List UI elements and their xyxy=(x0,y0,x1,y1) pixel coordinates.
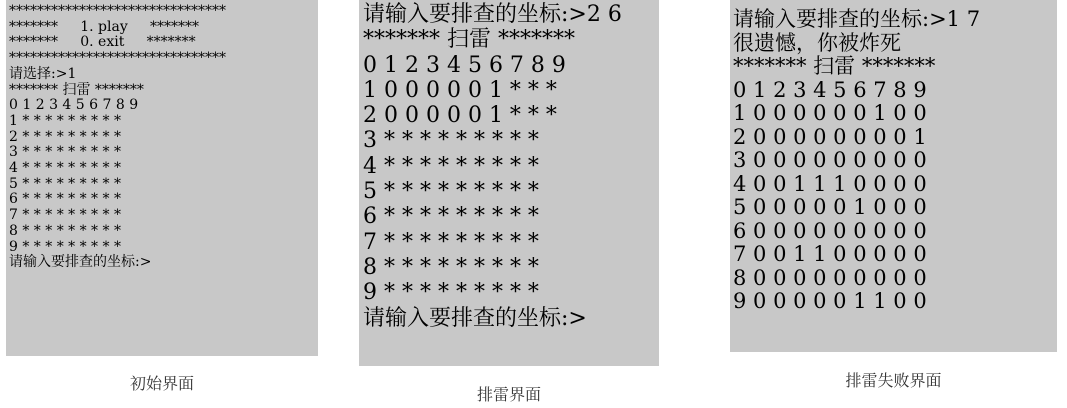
console-line: 6 0 0 0 0 0 0 0 0 0 xyxy=(733,218,927,243)
console-line: ******* 扫雷 ******* xyxy=(9,81,144,98)
console-sweep-screen xyxy=(359,0,659,366)
console-line: 6 * * * * * * * * * xyxy=(363,204,539,230)
console-line: ******* 扫雷 ******* xyxy=(363,27,575,53)
console-line: 请输入要排查的坐标:>2 6 xyxy=(363,2,622,27)
console-line: 9 * * * * * * * * * xyxy=(9,238,121,255)
caption-initial-screen: 初始界面 xyxy=(129,374,194,393)
console-line: 5 0 0 0 0 0 1 0 0 0 xyxy=(733,195,927,219)
console-line: 0 1 2 3 4 5 6 7 8 9 xyxy=(363,52,566,78)
console-line: 3 * * * * * * * * * xyxy=(9,144,121,161)
console-line: 4 0 0 1 1 1 0 0 0 0 xyxy=(733,171,927,196)
console-line: 3 0 0 0 0 0 0 0 0 0 xyxy=(733,148,927,172)
console-line: 8 * * * * * * * * * xyxy=(9,222,121,239)
console-line: 0 1 2 3 4 5 6 7 8 9 xyxy=(9,97,139,114)
console-initial-screen xyxy=(6,0,318,356)
caption-sweep-screen: 排雷界面 xyxy=(476,385,541,404)
console-line: ******* 1. play ******* xyxy=(9,18,200,35)
console-line: 9 0 0 0 0 0 1 1 0 0 xyxy=(733,289,927,313)
console-line: 请输入要排查的坐标:>1 7 xyxy=(733,7,981,31)
console-line: ******* 扫雷 ******* xyxy=(733,54,936,78)
console-line: ******* 0. exit ******* xyxy=(9,34,196,51)
console-line: 4 * * * * * * * * * xyxy=(9,160,121,177)
console-line: 2 0 0 0 0 0 1 * * * xyxy=(363,103,557,129)
console-line: 5 * * * * * * * * * xyxy=(9,175,121,192)
console-line: ******************************* xyxy=(9,50,226,67)
console-line: 7 * * * * * * * * * xyxy=(9,207,121,224)
console-line: 7 0 0 1 1 0 0 0 0 0 xyxy=(733,242,927,266)
console-line: 很遗憾，你被炸死 xyxy=(733,30,901,55)
console-line: 1 * * * * * * * * * xyxy=(9,112,121,129)
console-line: 9 * * * * * * * * * xyxy=(363,280,539,306)
console-line: 0 1 2 3 4 5 6 7 8 9 xyxy=(733,77,927,102)
console-line: 8 0 0 0 0 0 0 0 0 0 xyxy=(733,265,927,290)
console-line: 请选择:>1 xyxy=(9,65,77,82)
console-line: 1 0 0 0 0 0 0 1 0 0 xyxy=(733,101,927,125)
console-line: ******************************* xyxy=(9,3,226,19)
console-line: 2 0 0 0 0 0 0 0 0 1 xyxy=(733,124,927,149)
console-line: 5 * * * * * * * * * xyxy=(363,179,539,205)
console-line: 请输入要排查的坐标:> xyxy=(363,305,587,331)
console-line: 1 0 0 0 0 0 1 * * * xyxy=(363,77,557,103)
console-line: 2 * * * * * * * * * xyxy=(9,128,121,145)
console-line: 7 * * * * * * * * * xyxy=(363,229,539,255)
console-line: 请输入要排查的坐标:> xyxy=(9,254,152,271)
console-line: 3 * * * * * * * * * xyxy=(363,128,539,154)
console-line: 6 * * * * * * * * * xyxy=(9,191,121,208)
caption-fail-screen: 排雷失败界面 xyxy=(845,371,942,390)
console-line: 8 * * * * * * * * * xyxy=(363,254,539,280)
console-fail-screen xyxy=(730,0,1057,352)
console-line: 4 * * * * * * * * * xyxy=(363,153,539,179)
